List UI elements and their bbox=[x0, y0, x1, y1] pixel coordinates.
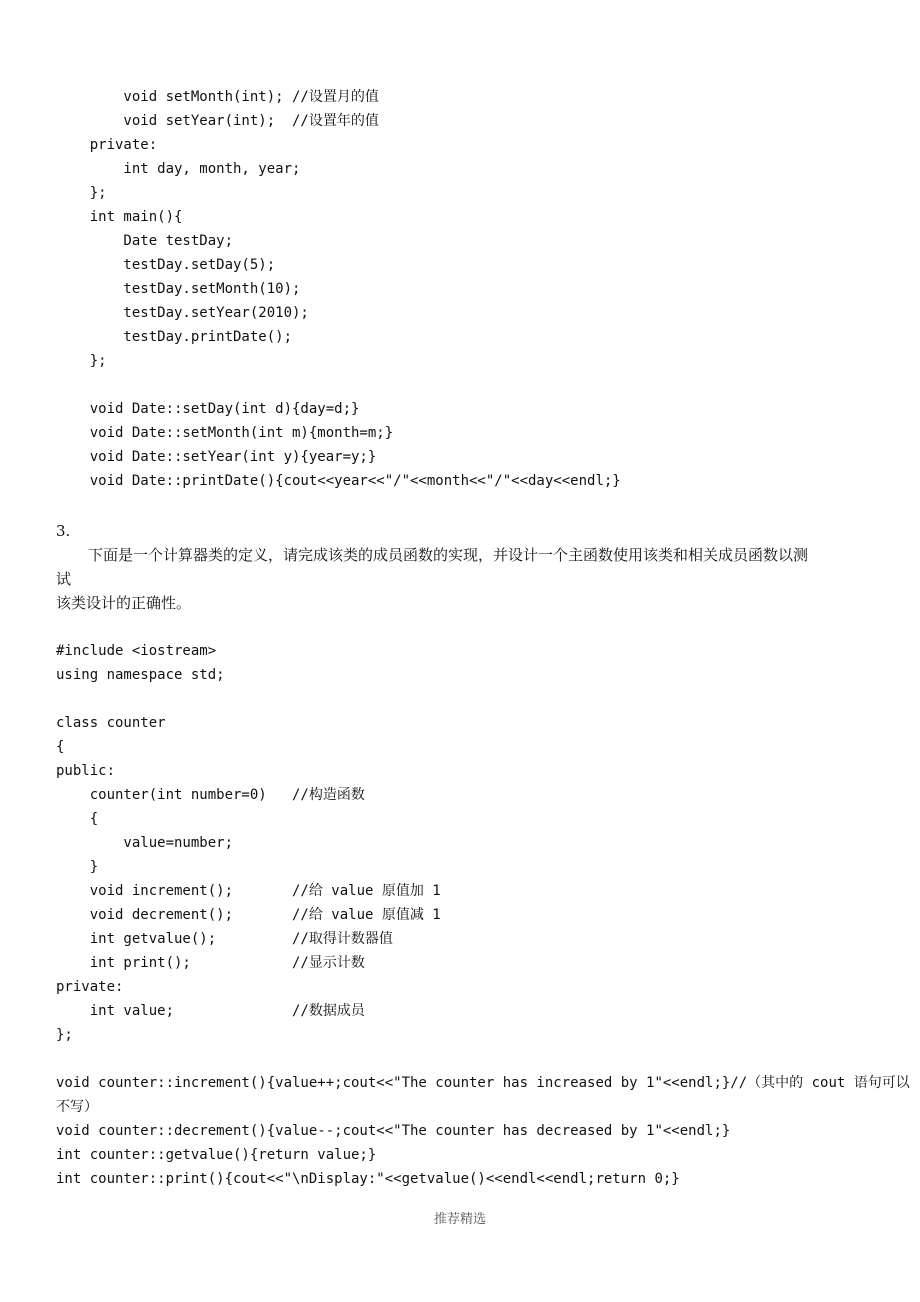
code-line: int counter::getvalue(){return value;} bbox=[56, 1147, 377, 1163]
code-line: void setYear(int); //设置年的值 bbox=[56, 113, 379, 129]
code-line: { bbox=[56, 811, 99, 827]
code-line: Date testDay; bbox=[56, 233, 234, 249]
question-text-line3: 该类设计的正确性。 bbox=[56, 594, 192, 612]
code-line: counter(int number=0) //构造函数 bbox=[56, 787, 365, 803]
code-line: public: bbox=[56, 763, 116, 779]
code-line: }; bbox=[56, 1027, 73, 1043]
code-line: }; bbox=[56, 353, 107, 369]
code-line: class counter bbox=[56, 715, 166, 731]
code-line: void Date::setMonth(int m){month=m;} bbox=[56, 425, 394, 441]
code-line: void increment(); //给 value 原值加 1 bbox=[56, 883, 441, 899]
code-line: void Date::setDay(int d){day=d;} bbox=[56, 401, 360, 417]
code-line: private: bbox=[56, 979, 124, 995]
code-line: void Date::setYear(int y){year=y;} bbox=[56, 449, 377, 465]
code-line: int print(); //显示计数 bbox=[56, 955, 365, 971]
code-line: void Date::printDate(){cout<<year<<"/"<<month<<"/"<<day<<endl;} bbox=[56, 473, 621, 489]
code-line: int value; //数据成员 bbox=[56, 1003, 365, 1019]
code-line: void counter::decrement(){value--;cout<<"The counter has decreased by 1"<<endl;} bbox=[56, 1123, 731, 1139]
code-line: private: bbox=[56, 137, 158, 153]
code-line: testDay.setMonth(10); bbox=[56, 281, 301, 297]
code-line: #include <iostream> bbox=[56, 643, 217, 659]
page-footer: 推荐精选 bbox=[433, 1212, 486, 1227]
code-line: void setMonth(int); //设置月的值 bbox=[56, 89, 379, 105]
code-line: 不写） bbox=[56, 1099, 98, 1115]
code-line: int main(){ bbox=[56, 209, 183, 225]
code-line: using namespace std; bbox=[56, 667, 225, 683]
code-line: testDay.printDate(); bbox=[56, 329, 293, 345]
question-text-line2: 试 bbox=[56, 570, 72, 588]
code-line: testDay.setDay(5); bbox=[56, 257, 276, 273]
code-line: value=number; bbox=[56, 835, 234, 851]
code-line: void decrement(); //给 value 原值减 1 bbox=[56, 907, 441, 923]
code-line: }; bbox=[56, 185, 107, 201]
code-line: } bbox=[56, 859, 99, 875]
question-number: 3. bbox=[56, 522, 71, 540]
code-line: int day, month, year; bbox=[56, 161, 301, 177]
code-line: int counter::print(){cout<<"\nDisplay:"<<getvalue()<<endl<<endl;return 0;} bbox=[56, 1171, 680, 1187]
code-line: testDay.setYear(2010); bbox=[56, 305, 309, 321]
code-line: { bbox=[56, 739, 65, 755]
code-line: int getvalue(); //取得计数器值 bbox=[56, 931, 393, 947]
code-line: void counter::increment(){value++;cout<<"The counter has increased by 1"<<endl;}//（其中的 cout 语句可以 bbox=[56, 1075, 910, 1091]
question-text-line1: 下面是一个计算器类的定义，请完成该类的成员函数的实现，并设计一个主函数使用该类和相关成员函数以测 bbox=[88, 546, 809, 564]
